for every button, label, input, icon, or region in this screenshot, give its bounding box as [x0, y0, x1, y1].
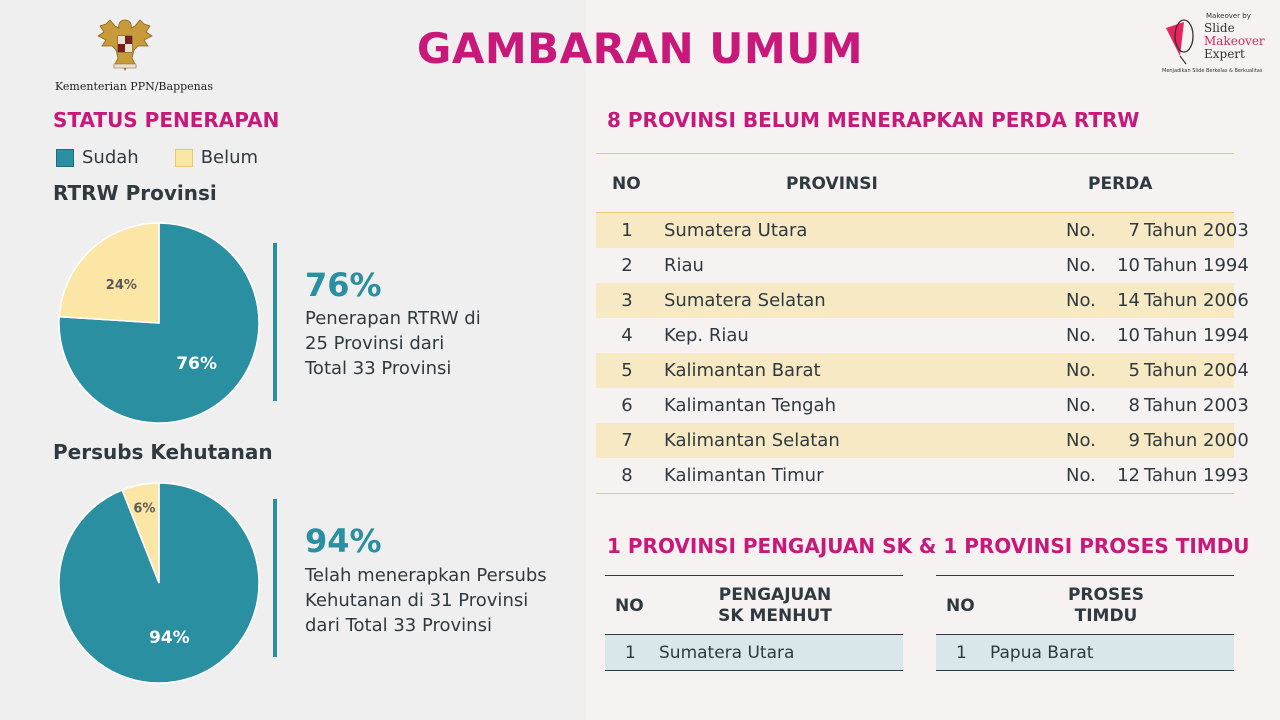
header-perda: PERDA — [1088, 174, 1153, 194]
table-row — [596, 423, 1249, 458]
row-no: 1 — [621, 220, 633, 241]
pengajuan-table-header — [605, 575, 903, 635]
pengajuan-header-col: PENGAJUAN SK MENHUT — [718, 585, 832, 626]
row-perda-year: Tahun 2000 — [1144, 430, 1249, 451]
table-row — [605, 635, 903, 671]
rtrw-percentage: 76% — [305, 266, 382, 304]
pengajuan-row-value: Sumatera Utara — [659, 643, 795, 663]
row-perda-prefix: No. — [1066, 360, 1096, 381]
row-perda-year: Tahun 1994 — [1144, 255, 1249, 276]
row-perda-year: Tahun 2006 — [1144, 290, 1249, 311]
pengajuan-row-no: 1 — [625, 643, 636, 663]
row-no: 7 — [621, 430, 633, 451]
row-no: 8 — [621, 465, 633, 486]
table-row — [936, 635, 1234, 671]
legend-swatch-belum — [175, 149, 193, 167]
brand-line-3: Expert — [1204, 47, 1245, 61]
row-perda-prefix: No. — [1066, 290, 1096, 311]
proses-header-no: NO — [946, 596, 975, 616]
row-no: 5 — [621, 360, 633, 381]
proses-table — [936, 575, 1234, 671]
brand-tagline: Menjadikan Slide Berkelas & Berkualitas — [1162, 68, 1263, 74]
pie-slice-belum — [59, 223, 159, 323]
legend-label-belum: Belum — [200, 147, 259, 168]
table-row — [596, 353, 1249, 388]
row-perda-year: Tahun 2004 — [1144, 360, 1249, 381]
proses-table-header — [936, 575, 1234, 635]
row-perda-year: Tahun 1993 — [1144, 465, 1249, 486]
rtrw-pie-chart — [56, 220, 262, 426]
row-provinsi: Kalimantan Barat — [664, 360, 821, 381]
row-no: 2 — [621, 255, 633, 276]
row-perda-prefix: No. — [1066, 325, 1096, 346]
header-no: NO — [612, 174, 641, 194]
row-provinsi: Kalimantan Tengah — [664, 395, 836, 416]
row-no: 4 — [621, 325, 633, 346]
proses-row-no: 1 — [956, 643, 967, 663]
pengajuan-header-no: NO — [615, 596, 644, 616]
table-row — [596, 388, 1249, 423]
legend-label-sudah: Sudah — [82, 147, 139, 168]
brand-logo — [1162, 12, 1274, 80]
proses-header-col: PROSES TIMDU — [1067, 585, 1145, 626]
brand-line-1: Slide — [1204, 21, 1235, 35]
row-provinsi: Kalimantan Timur — [664, 465, 824, 486]
row-provinsi: Kalimantan Selatan — [664, 430, 840, 451]
row-perda-number: 5 — [1128, 360, 1140, 381]
row-perda-year: Tahun 2003 — [1144, 220, 1249, 241]
rtrw-accent-bar — [273, 243, 277, 401]
chart-legend — [56, 147, 258, 168]
ministry-label: Kementerian PPN/Bappenas — [55, 80, 213, 93]
row-perda-prefix: No. — [1066, 465, 1096, 486]
status-title: STATUS PENERAPAN — [53, 108, 280, 132]
table-row — [596, 248, 1249, 283]
perda-table-body — [596, 213, 1249, 494]
row-provinsi: Riau — [664, 255, 704, 276]
brand-mark-icon — [1162, 14, 1202, 66]
table-row — [596, 458, 1249, 493]
row-perda-prefix: No. — [1066, 430, 1096, 451]
sk-section-title: 1 PROVINSI PENGAJUAN SK & 1 PROVINSI PROSES TIMDU — [607, 534, 1250, 558]
row-no: 6 — [621, 395, 633, 416]
row-perda-prefix: No. — [1066, 255, 1096, 276]
perda-table-title: 8 PROVINSI BELUM MENERAPKAN PERDA RTRW — [607, 108, 1140, 132]
row-perda-year: Tahun 1994 — [1144, 325, 1249, 346]
persubs-pie-chart — [56, 480, 262, 686]
perda-table — [596, 153, 1249, 494]
pie-label-belum: 6% — [133, 501, 156, 517]
persubs-accent-bar — [273, 499, 277, 657]
row-perda-number: 9 — [1128, 430, 1140, 451]
perda-table-header — [596, 153, 1234, 213]
row-no: 3 — [621, 290, 633, 311]
row-perda-number: 10 — [1117, 255, 1140, 276]
perda-table-bottom-rule — [596, 493, 1234, 494]
row-perda-prefix: No. — [1066, 220, 1096, 241]
brand-by: Makeover by — [1206, 12, 1251, 20]
table-row — [596, 283, 1249, 318]
row-provinsi: Sumatera Selatan — [664, 290, 826, 311]
page-title: GAMBARAN UMUM — [416, 24, 864, 73]
row-perda-number: 12 — [1117, 465, 1140, 486]
rtrw-description: Penerapan RTRW di 25 Provinsi dari Total 33 Provinsi — [305, 308, 481, 379]
legend-swatch-sudah — [56, 149, 74, 167]
header-provinsi: PROVINSI — [786, 174, 878, 194]
proses-row-value: Papua Barat — [990, 643, 1094, 663]
persubs-chart-title: Persubs Kehutanan — [53, 440, 273, 464]
rtrw-chart-title: RTRW Provinsi — [53, 181, 217, 205]
persubs-percentage: 94% — [305, 522, 382, 560]
brand-line-2: Makeover — [1204, 34, 1265, 48]
pengajuan-table — [605, 575, 903, 671]
table-row — [596, 213, 1249, 248]
row-perda-number: 10 — [1117, 325, 1140, 346]
row-provinsi: Sumatera Utara — [664, 220, 808, 241]
table-row — [596, 318, 1249, 353]
row-perda-number: 8 — [1128, 395, 1140, 416]
row-perda-number: 14 — [1117, 290, 1140, 311]
row-perda-prefix: No. — [1066, 395, 1096, 416]
persubs-description: Telah menerapkan Persubs Kehutanan di 31 Provinsi dari Total 33 Provinsi — [305, 565, 547, 636]
row-perda-year: Tahun 2003 — [1144, 395, 1249, 416]
row-provinsi: Kep. Riau — [664, 325, 749, 346]
pie-label-sudah: 94% — [148, 628, 190, 649]
pie-label-belum: 24% — [105, 277, 137, 293]
pie-label-sudah: 76% — [176, 354, 218, 375]
row-perda-number: 7 — [1128, 220, 1140, 241]
